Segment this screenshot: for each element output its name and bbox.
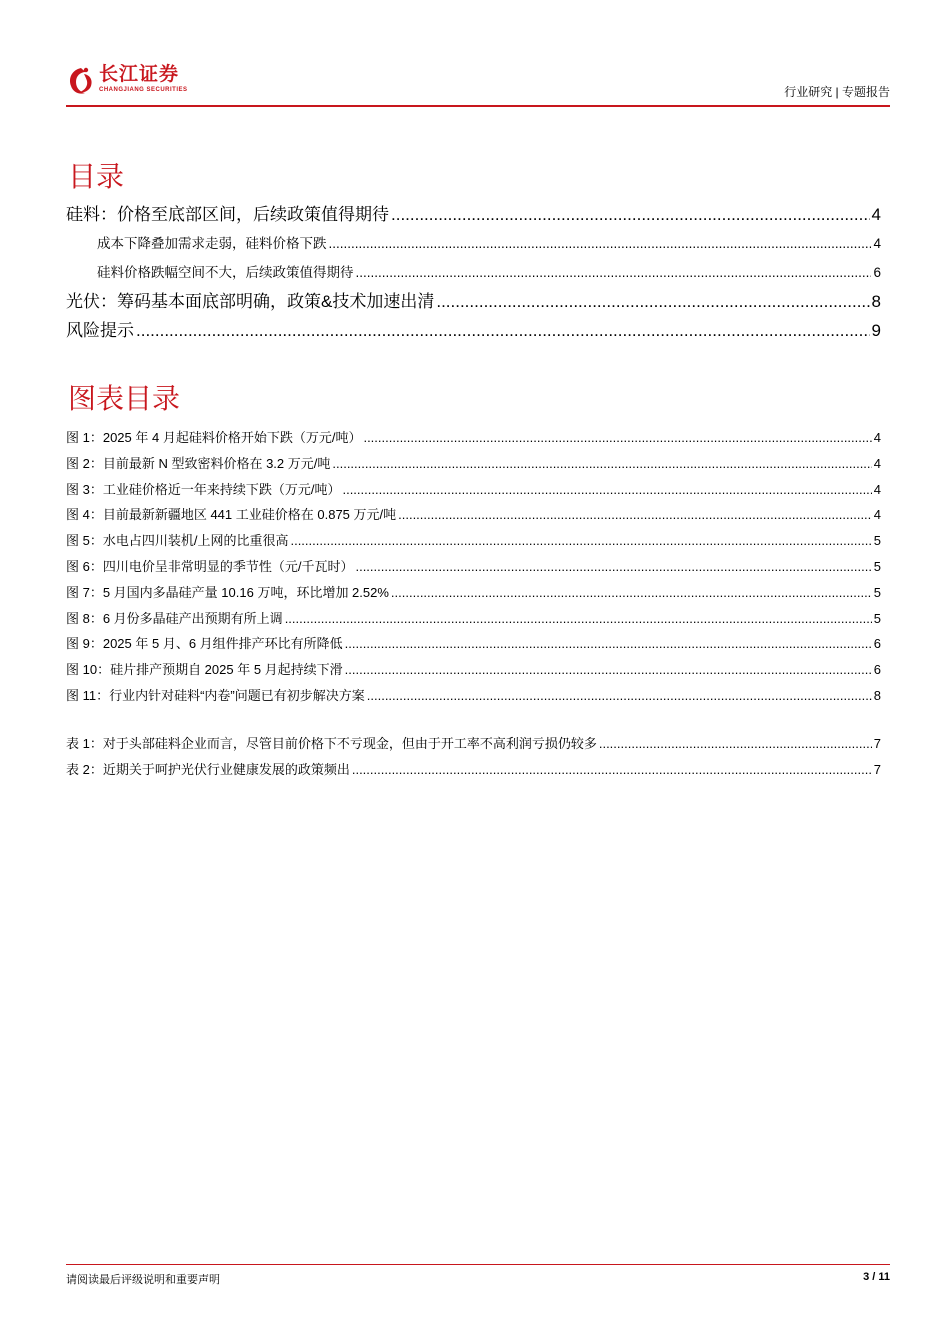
logo-english-name: CHANGJIANG SECURITIES [99, 87, 188, 93]
toc-entry[interactable] [66, 258, 881, 287]
figure-entry-page: 5 [873, 610, 881, 626]
toc-entry-page: 4 [871, 205, 881, 224]
figure-entry-page: 6 [873, 636, 881, 652]
figure-entry-page: 4 [873, 455, 881, 471]
figure-entry[interactable] [66, 631, 881, 657]
leader-dots [363, 425, 871, 451]
leader-dots [342, 477, 871, 503]
leader-dots [355, 554, 871, 580]
table-list [66, 731, 881, 783]
page-number: 3 / 11 [863, 1271, 890, 1283]
table-entry-page: 7 [873, 761, 881, 777]
figure-entry-label: 图 3：工业硅价格近一年来持续下跌（万元/吨） [66, 481, 341, 497]
toc-entry-label: 光伏：筹码基本面底部明确，政策&技术加速出清 [66, 292, 435, 311]
figure-entry-label: 图 5：水电占四川装机/上网的比重很高 [66, 533, 289, 549]
figure-entry-page: 5 [873, 533, 881, 549]
figure-entry[interactable] [66, 502, 881, 528]
leader-dots [136, 316, 870, 345]
figure-entry-page: 8 [873, 687, 881, 703]
toc-entry-page: 4 [873, 236, 881, 251]
figure-entry-label: 图 11：行业内针对硅料“内卷”问题已有初步解决方案 [66, 687, 365, 703]
figure-list [66, 425, 881, 709]
leader-dots [367, 683, 872, 709]
toc-entry-label: 风险提示 [66, 321, 134, 340]
leader-dots [345, 657, 872, 683]
leader-dots [398, 502, 872, 528]
figure-entry[interactable] [66, 528, 881, 554]
table-entry-label: 表 1：对于头部硅料企业而言，尽管目前价格下不亏现金，但由于开工率不高利润亏损仍较多 [66, 736, 597, 751]
toc-entry[interactable] [66, 229, 881, 258]
toc-entry-label: 硅料价格跌幅空间不大，后续政策值得期待 [97, 265, 354, 280]
toc-entry[interactable] [66, 200, 881, 229]
toc-entry[interactable] [66, 287, 881, 316]
figure-entry-page: 5 [873, 584, 881, 600]
toc-entry[interactable] [66, 316, 881, 345]
figure-entry[interactable] [66, 580, 881, 606]
leader-dots [391, 580, 872, 606]
leader-dots [290, 528, 871, 554]
figure-entry-page: 4 [873, 481, 881, 497]
footer-disclaimer: 请阅读最后评级说明和重要声明 [66, 1274, 220, 1286]
leader-dots [352, 757, 872, 783]
figure-entry-page: 5 [873, 558, 881, 574]
header-divider [66, 105, 890, 107]
logo-chinese-name: 长江证券 [99, 64, 180, 85]
table-entry-page: 7 [873, 736, 881, 751]
figure-entry-label: 图 8：6 月份多晶硅产出预期有所上调 [66, 610, 283, 626]
figure-entry[interactable] [66, 477, 881, 503]
figure-entry[interactable] [66, 425, 881, 451]
toc-entry-page: 9 [871, 321, 881, 340]
toc-entry-page: 6 [873, 265, 881, 280]
figure-entry-label: 图 10：硅片排产预期自 2025 年 5 月起持续下滑 [66, 662, 343, 678]
leader-dots [356, 258, 872, 287]
figure-entry-label: 图 2：目前最新 N 型致密料价格在 3.2 万元/吨 [66, 455, 331, 471]
figure-entry-label: 图 7：5 月国内多晶硅产量 10.16 万吨，环比增加 2.52% [66, 584, 389, 600]
toc-entry-label: 硅料：价格至底部区间，后续政策值得期待 [66, 205, 389, 224]
figure-entry-label: 图 9：2025 年 5 月、6 月组件排产环比有所降低 [66, 636, 343, 652]
page-header [66, 64, 890, 106]
logo-emblem-icon [66, 64, 96, 100]
table-entry-label: 表 2：近期关于呵护光伏行业健康发展的政策频出 [66, 761, 350, 777]
figures-title: 图表目录 [68, 383, 181, 414]
leader-dots [436, 287, 869, 316]
toc-entry-label: 成本下降叠加需求走弱，硅料价格下跌 [97, 236, 327, 251]
leader-dots [345, 631, 872, 657]
figure-entry[interactable] [66, 606, 881, 632]
figure-entry-label: 图 4：目前最新新疆地区 441 工业硅价格在 0.875 万元/吨 [66, 507, 397, 523]
report-category: 行业研究 | 专题报告 [784, 85, 890, 99]
figure-entry[interactable] [66, 657, 881, 683]
leader-dots [391, 200, 870, 229]
leader-dots [599, 731, 872, 757]
figure-entry-label: 图 1：2025 年 4 月起硅料价格开始下跌（万元/吨） [66, 430, 362, 445]
figure-entry-page: 4 [873, 507, 881, 523]
figure-entry[interactable] [66, 451, 881, 477]
leader-dots [329, 229, 872, 258]
leader-dots [332, 451, 871, 477]
figure-entry[interactable] [66, 554, 881, 580]
leader-dots [285, 606, 872, 632]
table-entry[interactable] [66, 731, 881, 757]
company-logo [66, 64, 188, 100]
toc-list [66, 200, 881, 345]
toc-title: 目录 [68, 161, 125, 192]
figure-entry-page: 4 [873, 430, 881, 445]
toc-entry-page: 8 [871, 292, 881, 311]
figure-entry-page: 6 [873, 662, 881, 678]
figure-entry[interactable] [66, 683, 881, 709]
table-entry[interactable] [66, 757, 881, 783]
figure-entry-label: 图 6：四川电价呈非常明显的季节性（元/千瓦时） [66, 558, 354, 574]
footer-divider [66, 1264, 890, 1265]
